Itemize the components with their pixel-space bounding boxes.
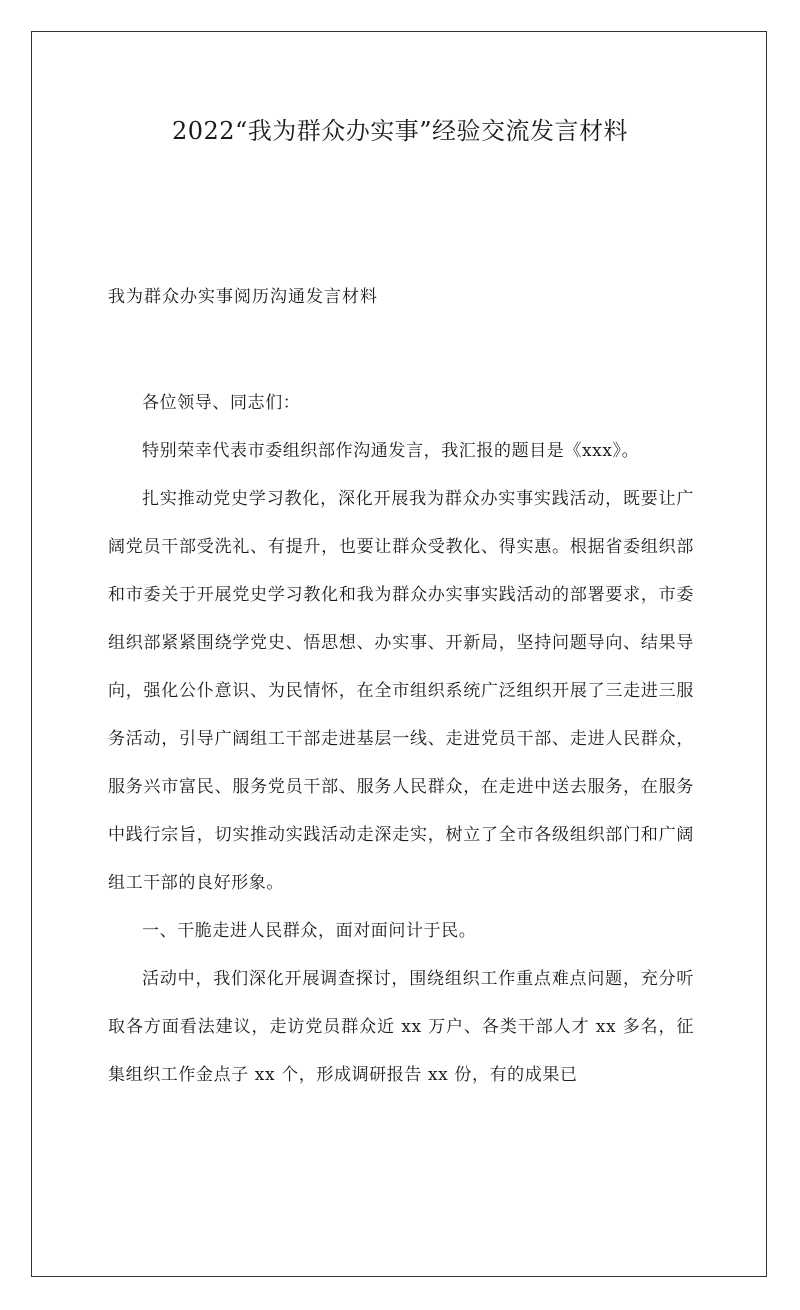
document-body [108, 379, 694, 1099]
document-subtitle: 我为群众办实事阅历沟通发言材料 [108, 287, 378, 307]
document-title: 2022“我为群众办实事”经验交流发言材料 [171, 117, 629, 145]
section-heading: 一、干脆走进人民群众，面对面问计于民。 [142, 921, 477, 941]
salutation: 各位领导、同志们： [142, 393, 301, 413]
body-paragraph: 活动中，我们深化开展调查探讨，围绕组织工作重点难点问题，充分听取各方面看法建议，走访党员群众近 xx 万户、各类干部人才 xx 多名，征集组织工作金点子 xx 个，形成调研报告 xx 份，有的成果已 [108, 969, 694, 1085]
body-paragraph: 特别荣幸代表市委组织部作沟通发言，我汇报的题目是《xxx》。 [142, 441, 640, 461]
body-paragraph: 扎实推动党史学习教化，深化开展我为群众办实事实践活动，既要让广阔党员干部受洗礼、有提升，也要让群众受教化、得实惠。根据省委组织部和市委关于开展党史学习教化和我为群众办实事实践活动的部署要求，市委组织部紧紧围绕学党史、悟思想、办实事、开新局，坚持问题导向、结果导向，强化公仆意识、为民情怀，在全市组织系统广泛组织开展了三走进三服务活动，引导广阔组工干部走进基层一线、走进党员干部、走进人民群众，服务兴市富民、服务党员干部、服务人民群众，在走进中送去服务，在服务中践行宗旨，切实推动实践活动走深走实，树立了全市各级组织部门和广阔组工干部的良好形象。 [108, 489, 694, 893]
